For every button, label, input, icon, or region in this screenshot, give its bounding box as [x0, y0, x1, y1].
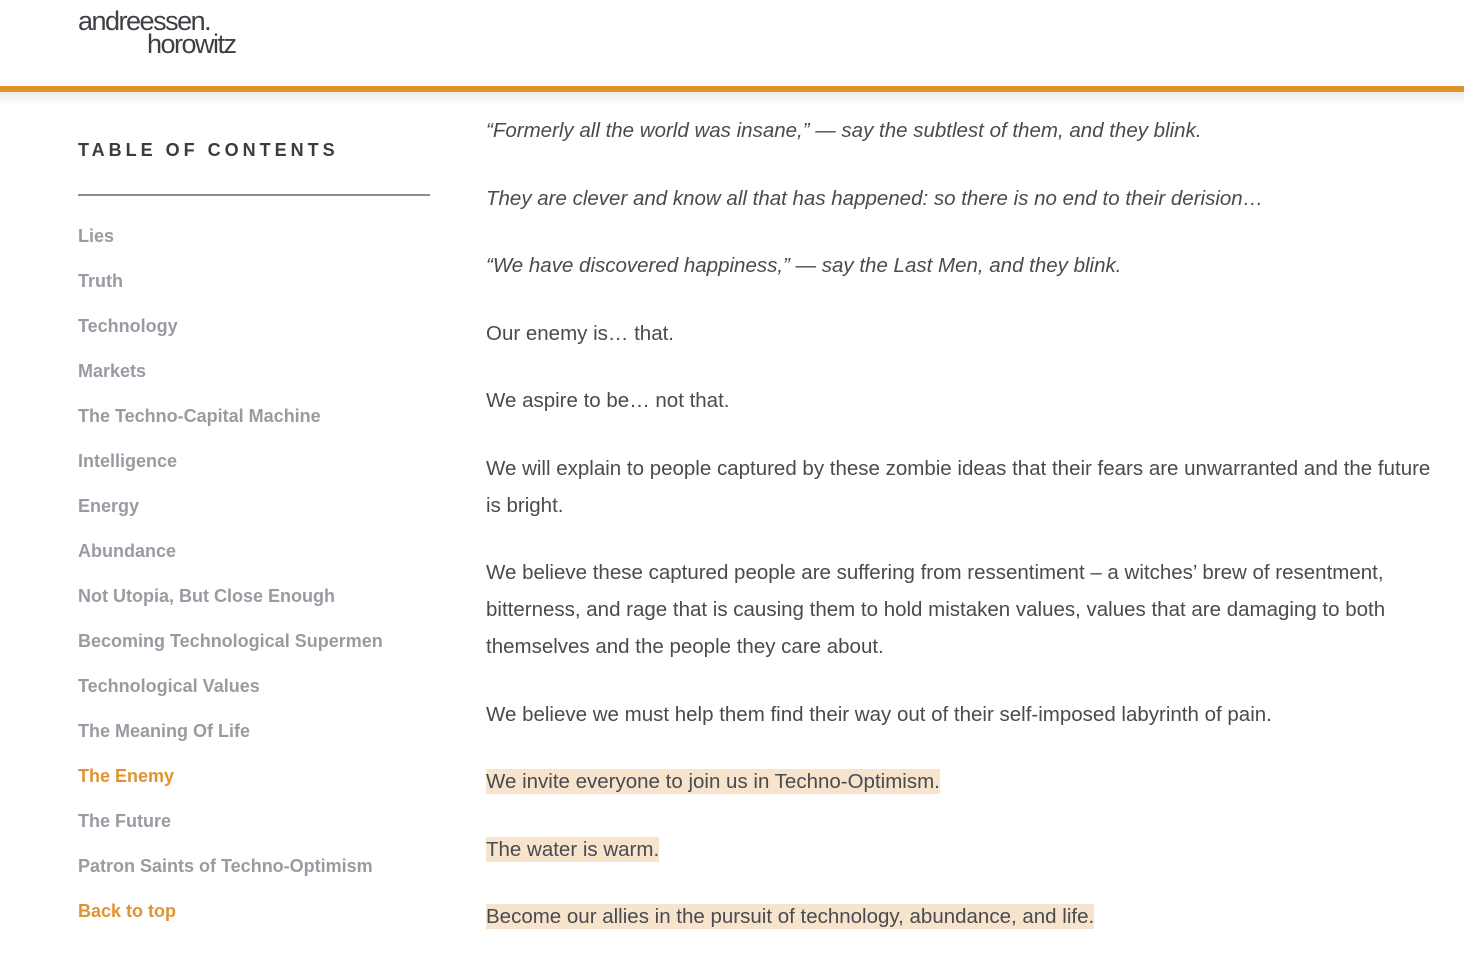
toc-item-patron-saints[interactable]: Patron Saints of Techno-Optimism — [78, 856, 373, 876]
toc-item-truth[interactable]: Truth — [78, 271, 123, 291]
toc-item-technological-values[interactable]: Technological Values — [78, 676, 260, 696]
logo-line-2: horowitz — [147, 29, 236, 59]
article-paragraph: Our enemy is… that. — [486, 321, 674, 345]
article-paragraph: We believe these captured people are suffering from ressentiment – a witches’ brew of resentment, bitterness, and rage that is causing them to hold mistaken values, values that are damaging to both themselves and the people they care about. — [486, 561, 1386, 658]
toc-item-intelligence[interactable]: Intelligence — [78, 451, 178, 471]
highlighted-text: The water is warm. — [486, 837, 660, 861]
article-paragraph: We aspire to be… not that. — [486, 389, 730, 412]
toc-item-lies[interactable]: Lies — [78, 226, 115, 246]
logo-line-1: andreessen. — [78, 6, 211, 36]
highlighted-paragraph — [486, 831, 1436, 868]
header-shadow — [0, 92, 1464, 106]
toc-title: TABLE OF CONTENTS — [78, 140, 339, 160]
toc-item-the-future[interactable]: The Future — [78, 811, 171, 831]
toc-item-techno-capital-machine[interactable]: The Techno-Capital Machine — [78, 406, 321, 426]
toc-list — [78, 224, 383, 944]
toc-item-meaning-of-life[interactable]: The Meaning Of Life — [78, 721, 251, 741]
toc-item-markets[interactable]: Markets — [78, 361, 147, 381]
site-header — [0, 0, 1464, 92]
toc-divider — [78, 194, 430, 196]
toc-item-energy[interactable]: Energy — [78, 496, 140, 516]
highlighted-paragraph — [486, 763, 1436, 800]
article-body — [486, 112, 1436, 966]
toc-item-the-enemy[interactable]: The Enemy — [78, 766, 175, 786]
highlighted-paragraph — [486, 898, 1436, 935]
toc-item-not-utopia[interactable]: Not Utopia, But Close Enough — [78, 586, 335, 606]
andreessen-horowitz-logo[interactable] — [78, 6, 236, 59]
highlighted-text: We invite everyone to join us in Techno-Optimism. — [486, 770, 940, 793]
highlighted-text: Become our allies in the pursuit of technology, abundance, and life. — [486, 905, 1095, 928]
toc-item-technological-supermen[interactable]: Becoming Technological Supermen — [78, 631, 383, 651]
toc-item-technology[interactable]: Technology — [78, 316, 178, 336]
article-paragraph: They are clever and know all that has happened: so there is no end to their derision… — [486, 186, 1264, 210]
article-paragraph: “Formerly all the world was insane,” — say the subtlest of them, and they blink. — [486, 119, 1202, 142]
article-paragraph: “We have discovered happiness,” — say the Last Men, and they blink. — [486, 254, 1122, 277]
table-of-contents — [78, 140, 430, 921]
toc-item-abundance[interactable]: Abundance — [78, 541, 177, 561]
article-paragraph: We will explain to people captured by these zombie ideas that their fears are unwarranted and the future is bright. — [486, 456, 1431, 517]
back-to-top-link[interactable]: Back to top — [78, 901, 177, 921]
article-paragraph: We believe we must help them find their way out of their self-imposed labyrinth of pain. — [486, 702, 1272, 726]
